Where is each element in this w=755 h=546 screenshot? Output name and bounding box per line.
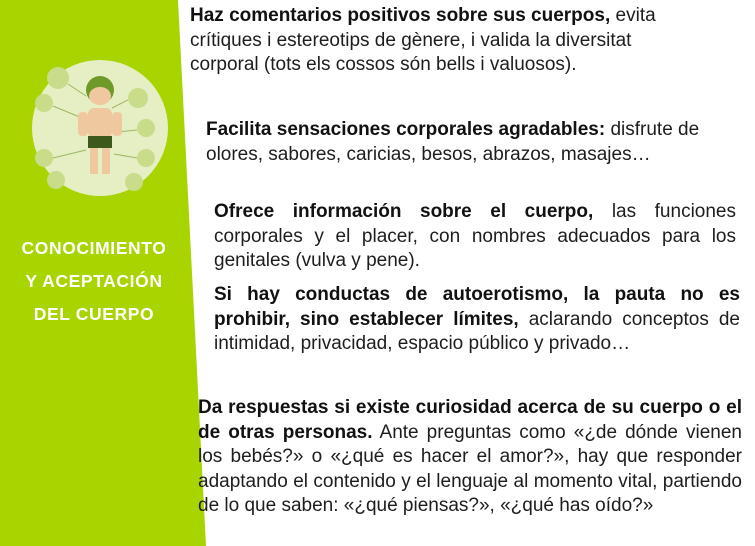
tip-body: evita crítiques i estereotips de gènere, i valida la diversitat corporal (tots els cossos són bells i valuosos). bbox=[190, 5, 656, 75]
tip-body: disfrute de olores, sabores, caricias, besos, abrazos, masajes… bbox=[206, 119, 700, 165]
tip-positive-comments bbox=[190, 4, 690, 78]
tip-heading: Facilita sensaciones corporales agradables: bbox=[206, 119, 606, 140]
child-body-parts-icon bbox=[30, 58, 170, 198]
section-title-line: Y ACEPTACIÓN bbox=[25, 271, 163, 291]
tip-heading: Ofrece información sobre el cuerpo, bbox=[214, 201, 594, 222]
tip-heading: Da respuestas si existe curiosidad acerca de su cuerpo o el de otras personas. bbox=[198, 397, 742, 443]
section-title bbox=[0, 232, 188, 331]
tip-heading: Si hay conductas de autoerotismo, la pauta no es prohibir, sino establecer límites, bbox=[214, 284, 740, 330]
tip-sensations bbox=[206, 118, 706, 167]
tip-body: las funciones corporales y el placer, con nombres adecuados para los genitales (vulva y pene). bbox=[214, 201, 736, 271]
tip-autoerotism bbox=[214, 283, 740, 357]
tip-heading: Haz comentarios positivos sobre sus cuerpos, bbox=[190, 5, 611, 26]
tip-body: Ante preguntas como «¿de dónde vienen los bebés?» o «¿qué es hacer el amor?», hay que responder adaptando el contenido y el lenguaje al momento vital, partiendo de lo que saben: «¿qué piensas?», «¿qué has oído?» bbox=[198, 421, 742, 516]
section-title-line: DEL CUERPO bbox=[33, 304, 155, 324]
tip-body: aclarando conceptos de intimidad, privacidad, espacio público y privado… bbox=[214, 308, 740, 354]
tip-body-information bbox=[214, 200, 736, 274]
section-title-line: CONOCIMIENTO bbox=[21, 238, 167, 258]
tip-curiosity bbox=[198, 396, 742, 519]
